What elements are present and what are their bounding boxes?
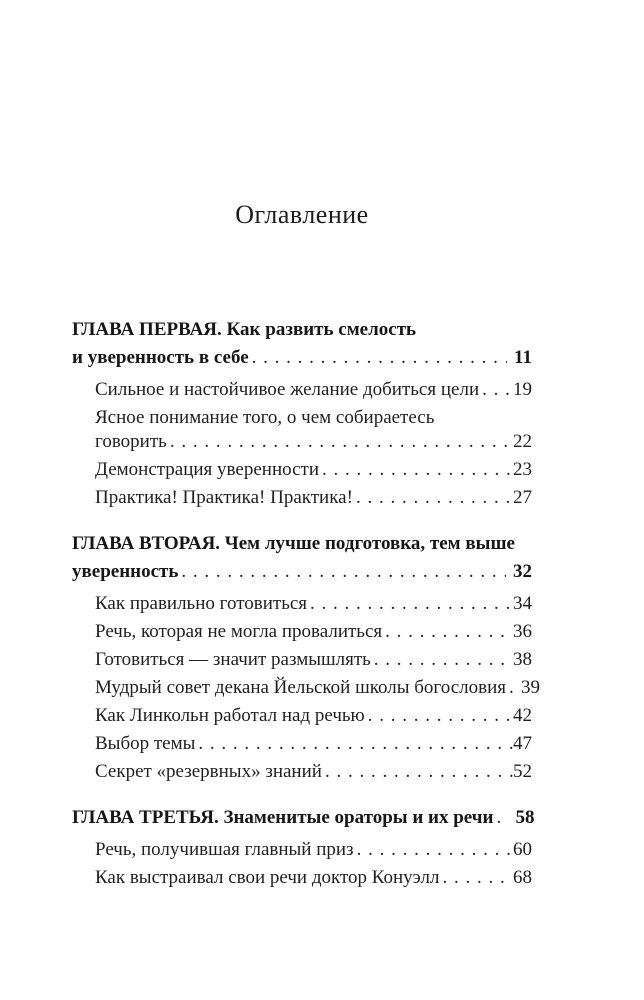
dot-leader (310, 592, 513, 616)
entry-text: Мудрый совет декана Йельской школы богословия (95, 676, 506, 698)
dot-leader (368, 704, 513, 728)
entry-page-number: 23 (513, 458, 532, 480)
entry-text: Секрет «резервных» знаний (95, 760, 322, 782)
entry-page-number: 60 (513, 838, 532, 860)
entry-line (95, 732, 532, 756)
entry-text: Как правильно готовиться (95, 592, 308, 614)
toc-entries (72, 838, 532, 890)
entry-text: Выбор темы (95, 732, 196, 754)
dot-leader (385, 620, 513, 644)
entry-page-number: 47 (513, 732, 532, 754)
chapter-page-number: 32 (513, 560, 532, 582)
entry-page-number: 42 (513, 704, 532, 726)
dot-leader (356, 486, 513, 510)
chapter-heading-line: ГЛАВА ПЕРВАЯ. Как развить смелость (72, 318, 417, 340)
toc-chapter-heading[interactable] (72, 530, 532, 586)
toc-list (72, 316, 540, 890)
entry-line (95, 378, 532, 402)
dot-leader (322, 458, 513, 482)
entry-page-number: 52 (513, 760, 532, 782)
entry-page-number: 34 (513, 592, 532, 614)
dot-leader (509, 676, 521, 700)
toc-entry[interactable] (95, 704, 532, 728)
entry-line (95, 704, 532, 728)
entry-line (95, 676, 540, 700)
entry-text: ГЛАВА ТРЕТЬЯ. Знаменитые ораторы и их речи (72, 806, 494, 828)
entry-line (95, 866, 532, 890)
toc-entry[interactable] (95, 676, 540, 700)
entry-text: и уверенность в себе (72, 346, 249, 368)
chapter-heading-line (72, 558, 532, 586)
entry-line (95, 760, 532, 784)
entry-page-number: 39 (521, 676, 540, 698)
chapter-heading-line (72, 344, 532, 372)
dot-leader (325, 760, 513, 784)
toc-entry[interactable] (95, 866, 532, 890)
toc-entries (72, 378, 532, 510)
toc-entry[interactable] (95, 620, 532, 644)
entry-line (95, 620, 532, 644)
entry-text: уверенность (72, 560, 179, 582)
entry-line (95, 458, 532, 482)
entry-page-number: 22 (513, 430, 532, 452)
entry-text: Речь, получившая главный приз (95, 838, 354, 860)
entry-line (95, 838, 532, 862)
entry-line (95, 592, 532, 616)
toc-entry[interactable] (95, 760, 532, 784)
toc-chapter (72, 530, 540, 784)
entry-line (95, 486, 532, 510)
dot-leader (198, 732, 513, 756)
dot-leader (482, 378, 513, 402)
chapter-page-number: 11 (514, 346, 532, 368)
dot-leader (442, 866, 513, 890)
entry-page-number: 68 (513, 866, 532, 888)
dot-leader (170, 430, 513, 454)
toc-entries (72, 592, 540, 784)
entry-text: Речь, которая не могла провалиться (95, 620, 383, 642)
toc-entry[interactable] (95, 406, 532, 454)
entry-text: Как Линкольн работал над речью (95, 704, 365, 726)
dot-leader (496, 804, 508, 832)
entry-line: Ясное понимание того, о чем собираетесь (95, 406, 435, 428)
entry-page-number: 27 (513, 486, 532, 508)
toc-chapter-heading[interactable] (72, 804, 535, 832)
page-title: Оглавление (235, 200, 369, 229)
toc-chapter-heading[interactable] (72, 316, 532, 372)
toc-entry[interactable] (95, 592, 532, 616)
toc-entry[interactable] (95, 838, 532, 862)
dot-leader (357, 838, 513, 862)
entry-page-number: 38 (513, 648, 532, 670)
entry-text: Готовиться — значит размышлять (95, 648, 371, 670)
chapter-heading-line: ГЛАВА ВТОРАЯ. Чем лучше подготовка, тем выше (72, 532, 515, 554)
dot-leader (374, 648, 513, 672)
entry-text: Сильное и настойчивое желание добиться цели (95, 378, 480, 400)
chapter-heading-line (72, 804, 535, 832)
entry-text: Демонстрация уверенности (95, 458, 319, 480)
toc-entry[interactable] (95, 486, 532, 510)
toc-entry[interactable] (95, 648, 532, 672)
toc-entry[interactable] (95, 458, 532, 482)
entry-text: Как выстраивал свои речи доктор Конуэлл (95, 866, 440, 888)
entry-text: Практика! Практика! Практика! (95, 486, 353, 508)
toc-entry[interactable] (95, 378, 532, 402)
toc-chapter (72, 804, 535, 890)
entry-text: говорить (95, 430, 167, 452)
entry-line (95, 430, 532, 454)
entry-page-number: 19 (513, 378, 532, 400)
entry-line (95, 648, 532, 672)
entry-page-number: 36 (513, 620, 532, 642)
dot-leader (181, 558, 506, 586)
toc-chapter (72, 316, 532, 510)
dot-leader (252, 344, 507, 372)
toc-entry[interactable] (95, 732, 532, 756)
chapter-page-number: 58 (515, 806, 535, 828)
